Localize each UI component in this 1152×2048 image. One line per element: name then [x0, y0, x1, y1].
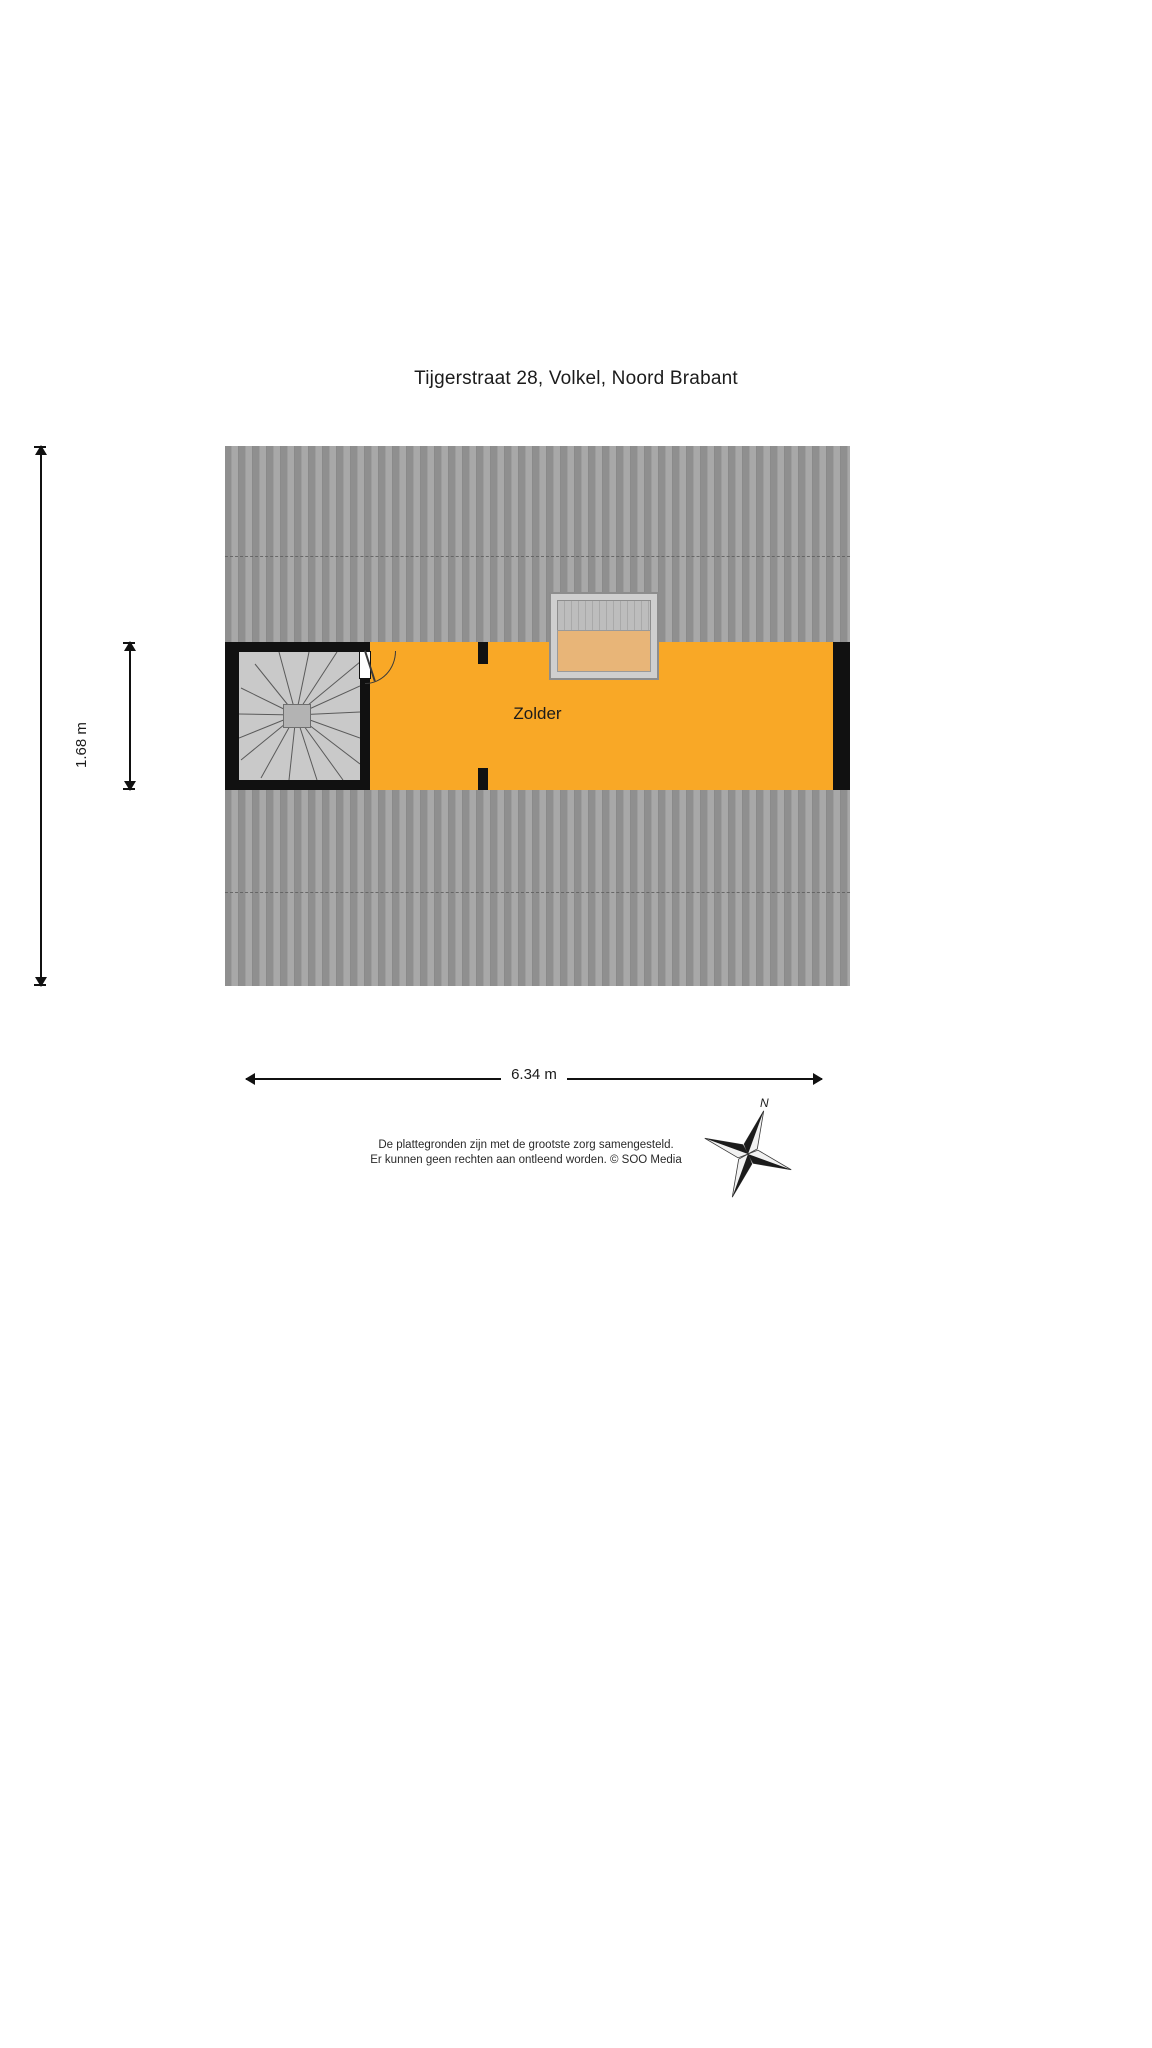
disclaimer-line-1: De plattegronden zijn met de grootste zorg samengesteld. — [378, 1139, 674, 1151]
dimension-total-height-label — [0, 644, 1, 690]
room-label-zolder: Zolder — [513, 704, 562, 723]
compass-north-label: N — [760, 1096, 769, 1110]
compass-rose — [700, 1096, 800, 1202]
tick-bottom — [34, 984, 46, 986]
wall-pier-top — [478, 642, 488, 664]
dimension-total-width-value: 6.34 m — [501, 1066, 567, 1083]
page-title: Tijgerstraat 28, Volkel, Noord Brabant — [414, 368, 738, 389]
tick-bottom — [123, 788, 135, 790]
dimension-total-width-label — [246, 1066, 822, 1083]
roof-window — [549, 592, 659, 680]
disclaimer-line-2: Er kunnen geen rechten aan ontleend worden. © SOO Media — [370, 1154, 682, 1166]
roof-ridge-line-top — [225, 556, 850, 557]
tick-top — [123, 642, 135, 644]
wall-top-left — [225, 642, 370, 652]
dimension-total-height — [40, 446, 42, 986]
wall-bottom-left — [225, 780, 370, 790]
disclaimer — [286, 1138, 766, 1168]
floorplan-drawing — [225, 446, 850, 986]
roof-window-sill — [557, 630, 651, 672]
roof-ridge-line-bottom — [225, 892, 850, 893]
dimension-room-height-label: 1.68 m — [73, 722, 90, 768]
tick-top — [34, 446, 46, 448]
wall-pier-bottom — [478, 768, 488, 790]
compass-rose-icon — [700, 1096, 800, 1202]
dimension-room-height — [129, 642, 131, 790]
